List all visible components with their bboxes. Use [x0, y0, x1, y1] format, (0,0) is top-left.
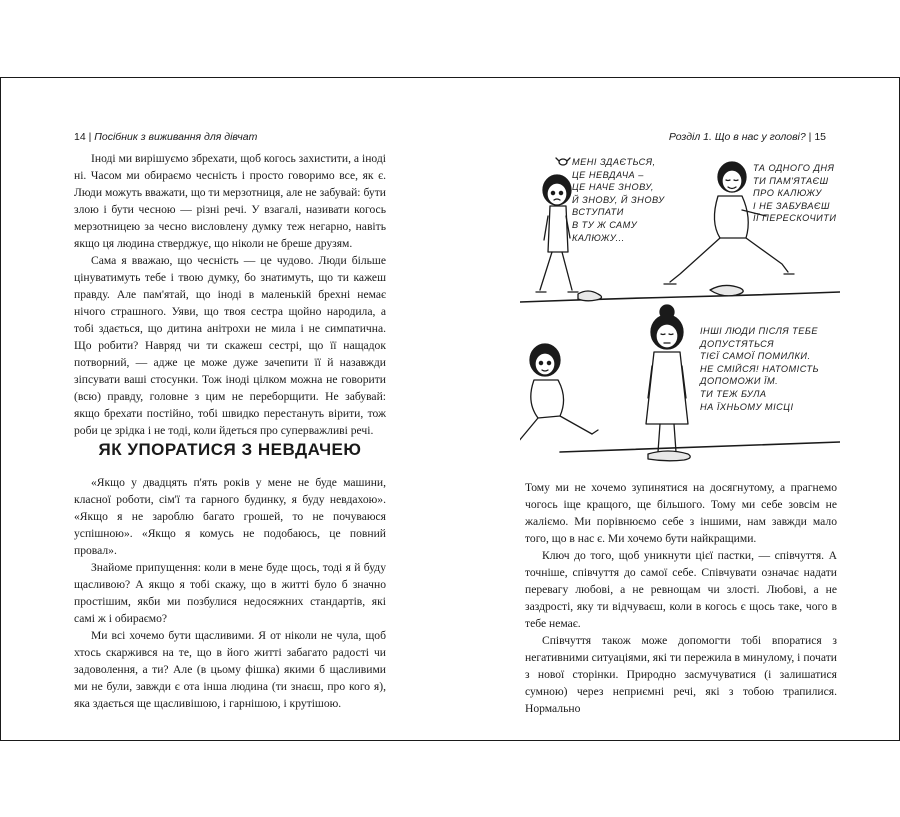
- right-head-separator: |: [808, 131, 812, 143]
- girl-figure-4: [646, 305, 690, 461]
- bubble-line: ТА ОДНОГО ДНЯ: [753, 163, 835, 173]
- ground-line: [520, 292, 840, 302]
- bubble-line: ТИ ТЕЖ БУЛА: [700, 388, 767, 399]
- fly-icon: [556, 158, 570, 165]
- bubble-line: ЦЕ НЕВДАЧА –: [572, 169, 644, 180]
- paragraph: «Якщо у двадцять п'ять років у мене не буде машини, класної роботи, сім'ї та гарного будинку, я буду невдахою». «Якщо я не зароблю багато грошей, то не почуваюся успішною». «Якщо я комусь не подобаюсь, це повний провал».: [74, 476, 386, 557]
- bubble-line: ДОПУСТЯТЬСЯ: [700, 338, 775, 349]
- bubble-line: ПРО КАЛЮЖУ: [753, 188, 822, 199]
- left-head-separator: |: [88, 131, 92, 143]
- bubble-line: І НЕ ЗАБУВАЄШ: [753, 200, 830, 211]
- book-title: Посібник з виживання для дівчат: [94, 131, 258, 143]
- left-running-head: [74, 131, 257, 143]
- bubble-line: В ТУ Ж САМУ: [572, 219, 638, 230]
- bubble-line: ЇЇ ПЕРЕСКОЧИТИ: [753, 213, 837, 224]
- left-intro-text: [74, 150, 386, 439]
- puddle: [710, 285, 743, 295]
- bubble-line: НЕ СМІЙСЯ! НАТОМІСТЬ: [700, 363, 820, 374]
- puddle: [578, 291, 602, 301]
- bubble-line: ТИ ПАМ'ЯТАЄШ: [753, 175, 829, 186]
- right-page-number: 15: [814, 131, 826, 143]
- paragraph: Тому ми не хочемо зупинятися на досягнутому, а прагнемо чогось іще кращого, ще більшого. Тому ми себе зовсім не жаліємо. Ми порівнюємо себе з іншими, нам завжди мало того, що в нас є. Ми хочемо бути найкращими.: [525, 481, 837, 545]
- paragraph: Ми всі хочемо бути щасливими. Я от ніколи не чула, щоб хтось скаржився на те, що в його житті забагато радості чи задоволення, а ти? Але (в цьому фішка) якими б щасливими ми не були, завжди є ота інша людина (ти знаєш, про кого я), яка здається ще щасливішою, і гарнішою, і крутішою.: [74, 629, 386, 710]
- paragraph: Іноді ми вирішуємо збрехати, щоб когось захистити, а іноді ні. Часом ми обираємо чесність і просто говоримо все, як є. Люди можуть вважати, що ти мерзотниця, але не забувай: бути злою і бути чесною — різні речі. У взагалі, називати когось мерзотницею за чесно висловлену думку теж негарно, навіть якщо ця людина стверджує, що ніколи не бреше друзям.: [74, 152, 386, 250]
- girl-figure-3: [520, 344, 598, 448]
- bubble-line: ІНШІ ЛЮДИ ПІСЛЯ ТЕБЕ: [700, 326, 819, 336]
- paragraph: Сама я вважаю, що чесність — це чудово. Люди більше цінуватимуть тебе і твою думку, бо знатимуть, що ти кажеш правду. Але пам'ятай, що іноді в маленькій брехні немає нічого страшного. Уяви, що твоя сестра щойно народила, а тобі здається, що дитина анітрохи не мила і не симпатична. Що робити? Навряд чи ти скажеш сестрі, що її нащадок потворний, — адже це може дуже зачепити її й назавжди зіпсувати ваші стосунки. Тож іноді цілком можна не говорити (всю) правду, головне з цим не переборщити. Не забувай: якщо брехати постійно, тобі швидко перестануть вірити, тож роби це зрідка і не тоді, коли йдеться про суперважливі речі.: [74, 254, 386, 437]
- bubble-line: КАЛЮЖУ...: [572, 232, 625, 243]
- paragraph: Ключ до того, щоб уникнути цієї пастки, — співчуття. А точніше, співчуття до самої себе. Співчувати означає надати перевагу любові, а не ревнощам чи злості. Любові, а не заздрості, яку ти відчуваєш, коли в когось є щось таке, чого в тебе немає.: [525, 549, 837, 630]
- bubble-line: Й ЗНОВУ, Й ЗНОВУ: [572, 194, 665, 205]
- right-running-head: [669, 131, 826, 143]
- bubble-line: МЕНІ ЗДАЄТЬСЯ,: [572, 157, 656, 167]
- ground-line: [560, 442, 840, 452]
- comic-illustration: [520, 152, 840, 474]
- chapter-title: Розділ 1. Що в нас у голові?: [668, 131, 806, 143]
- speech-bubble-2: [753, 162, 836, 225]
- speech-bubble-3: [700, 325, 819, 413]
- left-section-text: [74, 474, 386, 712]
- left-page-number: 14: [74, 131, 86, 143]
- bubble-line: ТІЄЇ САМОЇ ПОМИЛКИ.: [700, 351, 811, 362]
- section-heading: ЯК УПОРАТИСЯ З НЕВДАЧЕЮ: [98, 440, 362, 459]
- bubble-line: ЦЕ НАЧЕ ЗНОВУ,: [572, 182, 654, 193]
- paragraph: Знайоме припущення: коли в мене буде щось, тоді я й буду щасливою? А якщо я тобі скажу, що в житті було б значно простішим, якби ми позбулися недосяжних стандартів, які самі ж і обираємо?: [74, 561, 386, 625]
- bubble-line: ВСТУПАТИ: [572, 207, 624, 218]
- bubble-line: НА ЇХНЬОМУ МІСЦІ: [700, 401, 794, 412]
- speech-bubble-1: [572, 156, 664, 244]
- right-page-text: [525, 479, 837, 717]
- paragraph: Співчуття також може допомогти тобі впоратися з негативними ситуаціями, які ти пережила в минулому, і почати з нової сторінки. Природно засмучуватися (і залишатися сумною) через неприємні речі, які з тобою трапилися. Нормально: [525, 634, 837, 715]
- bubble-line: ДОПОМОЖИ ЇМ.: [700, 376, 779, 387]
